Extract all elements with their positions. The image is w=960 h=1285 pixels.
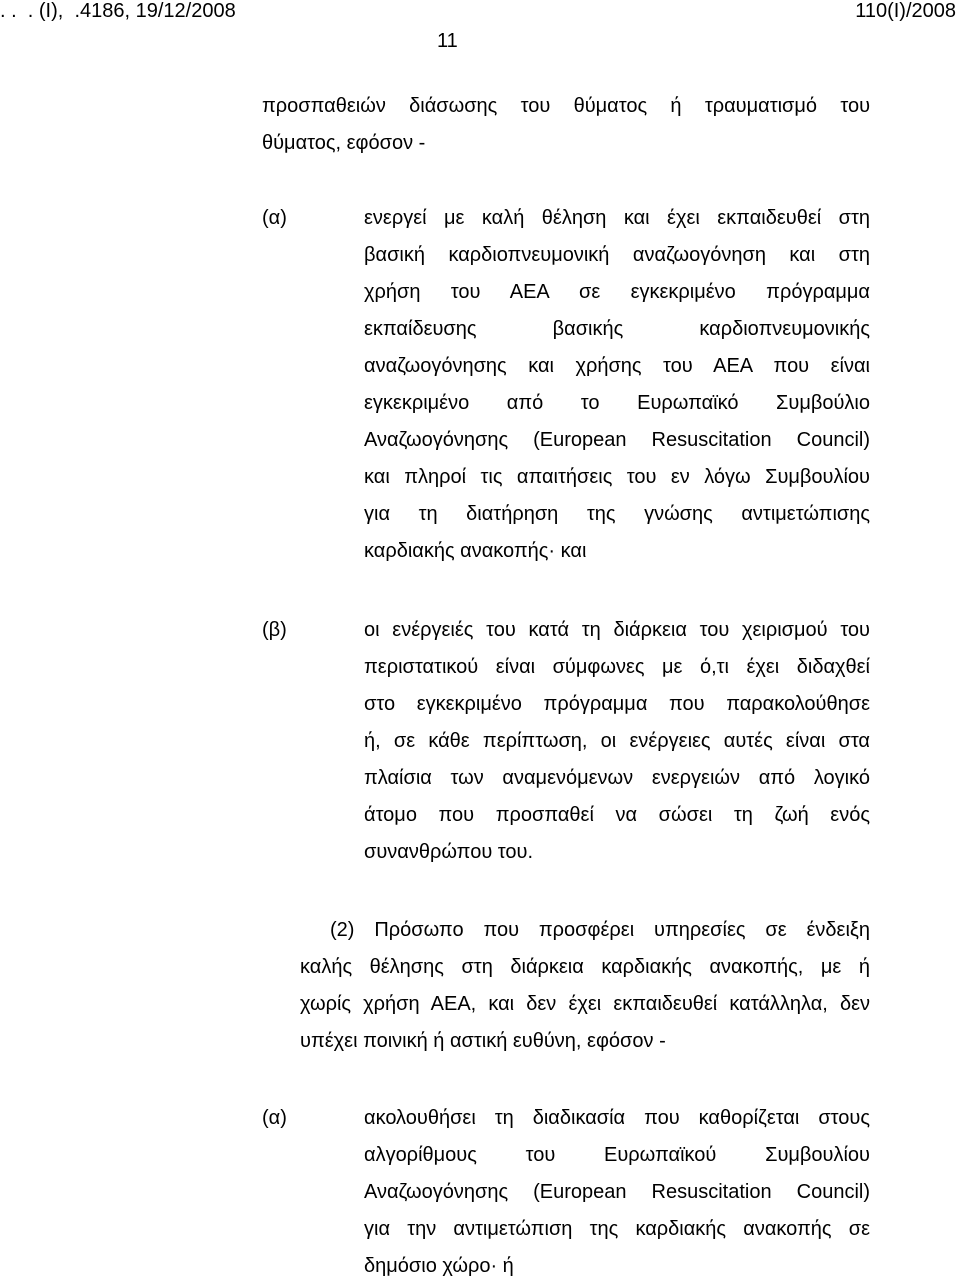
intro-paragraph <box>262 88 870 162</box>
text-line: Αναζωογόνησης (European Resuscitation Council) <box>364 1181 870 1203</box>
text-line: αναζωογόνησης και χρήσης του ΑΕΑ που είναι <box>364 355 870 377</box>
text-line: συνανθρώπου του. <box>364 841 534 863</box>
text-line: καρδιακής ανακοπής· και <box>364 540 587 562</box>
text-line: δημόσιο χώρο· ή <box>364 1255 514 1277</box>
text-line: και πληροί τις απαιτήσεις του εν λόγω Συμβουλίου <box>364 466 870 488</box>
text-line: (2) Πρόσωπο που προσφέρει υπηρεσίες σε ένδειξη <box>330 919 870 941</box>
text-line: αλγορίθμους του Ευρωπαϊκού Συμβουλίου <box>364 1144 870 1166</box>
text-line: για τη διατήρηση της γνώσης αντιμετώπισης <box>364 503 870 525</box>
text-line: άτομο που προσπαθεί να σώσει τη ζωή ενός <box>364 804 870 826</box>
item-label-a: (α) <box>262 207 287 229</box>
item-a2-text <box>364 1100 870 1285</box>
text-line: Αναζωογόνησης (European Resuscitation Council) <box>364 429 870 451</box>
text-line: καλής θέλησης στη διάρκεια καρδιακής ανακοπής, με ή <box>300 956 870 978</box>
header-reference: . . . (Ι), .4186, 19/12/2008 <box>0 0 236 22</box>
section-2-paragraph <box>300 912 870 1060</box>
page-number: 11 <box>437 30 458 52</box>
text-line: χρήση του ΑΕΑ σε εγκεκριμένο πρόγραμμα <box>364 281 870 303</box>
header-law-number: 110(I)/2008 <box>855 0 956 22</box>
text-line: ακολουθήσει τη διαδικασία που καθορίζεται στους <box>364 1107 870 1129</box>
text-line: στο εγκεκριμένο πρόγραμμα που παρακολούθησε <box>364 693 870 715</box>
text-line: θύματος, εφόσον - <box>262 132 426 154</box>
text-line: βασική καρδιοπνευμονική αναζωογόνηση και στη <box>364 244 870 266</box>
item-a-text <box>364 200 870 570</box>
text-line: χωρίς χρήση ΑΕΑ, και δεν έχει εκπαιδευθεί κατάλληλα, δεν <box>300 993 870 1015</box>
text-line: εγκεκριμένο από το Ευρωπαϊκό Συμβούλιο <box>364 392 870 414</box>
text-line: προσπαθειών διάσωσης του θύματος ή τραυματισμό του <box>262 95 870 117</box>
text-line: ενεργεί με καλή θέληση και έχει εκπαιδευθεί στη <box>364 207 870 229</box>
text-line: υπέχει ποινική ή αστική ευθύνη, εφόσον - <box>300 1030 666 1052</box>
text-line: ή, σε κάθε περίπτωση, οι ενέργειες αυτές είναι στα <box>364 730 870 752</box>
item-label-b: (β) <box>262 619 287 641</box>
item-b-text <box>364 612 870 871</box>
text-line: οι ενέργειές του κατά τη διάρκεια του χειρισμού του <box>364 619 870 641</box>
text-line: περιστατικού είναι σύμφωνες με ό,τι έχει διδαχθεί <box>364 656 870 678</box>
text-line: για την αντιμετώπιση της καρδιακής ανακοπής σε <box>364 1218 870 1240</box>
text-line: εκπαίδευσης βασικής καρδιοπνευμονικής <box>364 318 870 340</box>
item-label-a2: (α) <box>262 1107 287 1129</box>
text-line: πλαίσια των αναμενόμενων ενεργειών από λογικό <box>364 767 870 789</box>
